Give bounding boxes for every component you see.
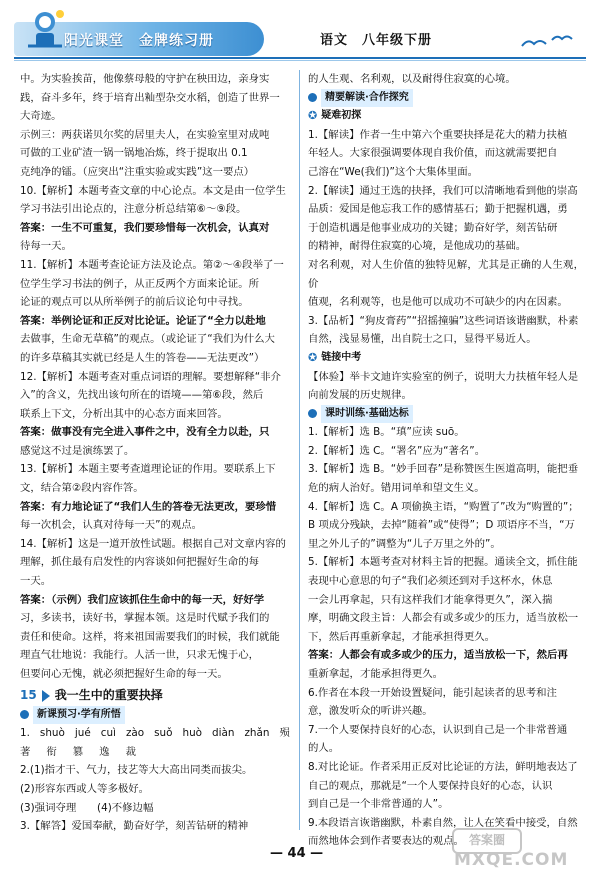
text-line: 4.【解析】选 C。A 项偷换主语，“购置了”改为“购置的”；: [308, 500, 579, 513]
q14-answer: 习，多读书，读好书，掌握本领。这是时代赋予我们的: [20, 612, 270, 625]
text-line: 到自己是一个非常普通的人”。: [308, 798, 449, 811]
text-line: 可做的工业矿渣一锅一锅地冶炼，终于提取出 0.1: [20, 147, 248, 160]
text-line: 3.【解答】爱国奉献，勤奋好学，刻苦钻研的精神: [20, 820, 249, 833]
watermark-logo: 答案圈: [452, 828, 522, 854]
pinyin-item: huò: [182, 727, 203, 740]
watermark: [452, 828, 584, 870]
pinyin-prefix: 1.: [20, 727, 30, 740]
q14-analysis: 14.【解析】这是一道开放性试题。根据自己对文章内容的: [20, 537, 286, 550]
text-line: 意，激发听众的听讲兴趣。: [308, 705, 433, 718]
text-line: 答案：人都会有或多或少的压力，适当放松一下，然后再: [308, 649, 568, 662]
text-line: 的人。: [308, 742, 340, 755]
text-line: 值观，名利观等，也是他可以成功不可缺少的内在因素。: [308, 296, 568, 309]
section-reading-label: 精要解读·合作探究: [321, 89, 413, 108]
q11-analysis: 论证的观点可以从所举例子的前后议论句中寻找。: [20, 296, 249, 309]
text-line: 于创造机遇是他事业成功的关键；勤奋好学，刻苦钻研: [308, 221, 558, 234]
pinyin-item: zào: [125, 727, 145, 740]
column-divider: [299, 70, 300, 830]
text-line: 里之外儿子的”调整为“儿子万里之外的”。: [308, 537, 501, 550]
section-question-label: 疑难初探: [321, 110, 362, 122]
pinyin-item: zhǎn: [244, 727, 270, 740]
q11-answer: 去做事，生命无草稿”的观点。（或论证了“我们为什么大: [20, 333, 275, 346]
text-line: 下，然后再重新拿起，才能承担得更久。: [308, 630, 496, 643]
header-rule-thin: [14, 60, 586, 61]
q12-analysis: 12.【解析】本题考查对重点词语的理解。要想解释“非介: [20, 370, 281, 383]
q12-analysis: 入”的含义，先找出该句所在的语境——第⑥段，然后: [20, 389, 264, 402]
text-line: 表现中心意思的句子“我们必须还到对手这杯水，休息: [308, 575, 553, 588]
lesson-heading: [20, 686, 292, 706]
pinyin-row: [20, 724, 292, 743]
q10-answer: 待每一天。: [20, 240, 72, 253]
section-reading: [308, 89, 584, 108]
q14-answer: 答案：（示例）我们应该抓住生命中的每一天，好好学: [20, 593, 265, 606]
text-line: 的精神，耐得住寂寞的心境，是他成功的基础。: [308, 240, 527, 253]
text-line: (2)形容东西或人等多极好。: [20, 782, 150, 795]
text-line: 中。为实验挨苗，他像蔡母般的守护在秧田边，亲身实: [20, 73, 270, 85]
q14-answer: 但要问心无愧，就必须把握好生命的每一天。: [20, 668, 228, 680]
text-line: 己溶在“We(我们)”这个大集体里面。: [308, 165, 479, 178]
header-rule: [14, 57, 586, 59]
right-column: [308, 70, 584, 851]
q13-analysis: 文，结合第②段内容作答。: [20, 482, 144, 495]
text-line: 示例三：两获诺贝尔奖的居里夫人，在实验室里对成吨: [20, 128, 270, 141]
text-line: 2.【解读】通过王选的抉择，我们可以清晰地看到他的崇高: [308, 184, 578, 197]
section-preview: [20, 706, 292, 725]
section-practice: [308, 405, 584, 424]
q14-analysis: 一天。: [20, 575, 52, 588]
hanzi-row: [20, 743, 292, 762]
text-line: 【体验】举卡文迪许实验室的例子，说明大力扶植年轻人是: [308, 370, 579, 383]
text-line: 向前发展的历史规律。: [308, 389, 412, 402]
subject-title: 语文 八年级下册: [320, 33, 433, 48]
star-icon: ✪: [308, 350, 318, 364]
text-line: 克纯净的镭。（应突出“注重实验或实践”这一要点）: [20, 165, 255, 178]
star-icon: ✪: [308, 109, 318, 123]
q14-answer: 理直气壮地说：我能行。人活一世，只求无愧于心，: [20, 649, 259, 662]
left-column: [20, 70, 292, 836]
text-line: 践，奋斗多年，终于培育出籼型杂交水稻，创造了世界一: [20, 91, 280, 104]
pinyin-item: diàn: [212, 727, 235, 740]
text-line: 6.作者在本段一开始设置疑问，能引起读者的思考和注: [308, 686, 557, 699]
pinyin-item: cuì: [100, 727, 116, 740]
text-line: 自然，浅显易懂，出自院士之口，显得平易近人。: [308, 333, 537, 346]
watermark-url: MXQE.COM: [454, 850, 569, 870]
text-line: 品质：爱国是他忘我工作的感情基石；勤于把握机遇，勇: [308, 203, 568, 216]
q11-answer: 的许多草稿其实就已经是人生的答卷——无法更改”）: [20, 351, 265, 364]
q13-analysis: 13.【解析】本题主要考查道理论证的作用。要联系上下: [20, 463, 276, 476]
hanzi-item: 衔: [46, 745, 59, 758]
text-line: 1.【解读】作者一生中第六个重要抉择是花大的精力扶植: [308, 128, 568, 141]
pinyin-item: jué: [74, 727, 91, 740]
text-line: 9.本段语言诙谐幽默，朴素自然，让人在笑看中接受，自然: [308, 816, 578, 829]
text-line: 自己的观点，那就是“一个人要保持良好的心态，认识: [308, 779, 553, 792]
section-link-label: 链接中考: [321, 351, 362, 363]
text-line: 一会儿再拿起，只有这样我们才能拿得更久”，深入揣: [308, 593, 553, 606]
text-line: (3)强词夺理 (4)不修边幅: [20, 801, 154, 814]
text-line: 5.【解析】本题考查对材料主旨的把握。通读全文，抓住能: [308, 556, 578, 569]
text-line: 危的病人治好。错用词单和望文生义。: [308, 482, 485, 495]
banner-title: 阳光课堂 金牌练习册: [64, 33, 214, 49]
section-preview-label: 新课预习·学有所悟: [33, 706, 125, 725]
q10-analysis: 10.【解析】本题考查文章的中心论点。本文是由一位学生: [20, 184, 286, 197]
text-line: 2.【解析】选 C。“署名”应为“著名”。: [308, 444, 486, 457]
text-line: 8.对比论证。作者采用正反对比论证的方法，鲜明地表达了: [308, 760, 578, 773]
lesson-number: 15: [20, 688, 37, 703]
page-header: [0, 0, 600, 62]
q12-analysis: 联系上下文，分析出其中的心态方面来回答。: [20, 407, 228, 420]
q13-answer: 答案：有力地论证了“我们人生的答卷无法更改，要珍惜: [20, 500, 277, 513]
text-line: 2.(1)指才干、气力，技艺等大大高出同类而拔尖。: [20, 764, 253, 777]
pinyin-item: suǒ: [154, 727, 173, 740]
lesson-title: 我一生中的重要抉择: [54, 688, 163, 703]
page-number: — 44 —: [270, 846, 324, 861]
section-question: [308, 107, 584, 126]
q11-analysis: 11.【解析】本题考查论证方法及论点。第②～④段举了一: [20, 258, 284, 271]
q11-answer: 答案：举例论证和正反对比论证。论证了“全力以赴地: [20, 314, 266, 327]
text-line: B 项成分残缺，去掉“随着”或“使得”；D 项语序不当，“万: [308, 519, 575, 532]
text-line: 对名利观，对人生价值的独特见解，尤其是正确的人生观，价: [308, 258, 584, 290]
section-link: [308, 349, 584, 368]
q12-answer: 答案：做事没有完全进入事件之中，没有全力以赴，只: [20, 426, 270, 439]
hanzi-item: 逸: [99, 745, 112, 758]
q10-analysis: 学习书法引出论点的，注意分析总结第⑥～⑨段。: [20, 203, 247, 216]
text-line: 年轻人。大家很强调要体现自我价值，而这就需要把自: [308, 147, 558, 160]
q13-answer: 每一次机会，认真对待每一天”的观点。: [20, 519, 203, 532]
text-line: 重新拿起，才能承担得更久。: [308, 668, 444, 680]
text-line: 7.一个人要保持良好的心态，认识到自己是一个非常普通: [308, 723, 568, 736]
section-practice-label: 课时训练·基础达标: [321, 405, 413, 424]
flying-birds-icon: [520, 32, 580, 54]
pinyin-item: 殒: [279, 727, 290, 740]
q14-analysis: 理解，抓住最有启发性的内容谈如何把握好生命的每: [20, 556, 259, 569]
text-line: 3.【品析】“狗皮膏药”“招摇撞骗”这些词语该谐幽默，朴素: [308, 314, 579, 327]
hanzi-item: 裁: [125, 745, 138, 758]
bullet-icon: [308, 93, 317, 102]
pinyin-item: shuò: [39, 727, 65, 740]
text-line: 3.【解析】选 B。“妙手回春”是称赞医生医道高明，能把垂: [308, 463, 579, 476]
triangle-icon: [42, 690, 50, 702]
q14-answer: 责任和使命。这样，将来祖国需要我们的时候，我们就能: [20, 630, 280, 643]
bullet-icon: [308, 409, 317, 418]
text-line: 大奇迹。: [20, 110, 62, 123]
text-line: 而然地体会到作者要表达的观点。: [308, 835, 464, 848]
cartoon-student-logo-icon: [22, 6, 68, 52]
text-line: 1.【解析】选 B。“瑱”应读 suō。: [308, 426, 465, 439]
hanzi-item: 篡: [72, 745, 86, 758]
text-line: 摩，明确文段主旨：人都会有或多或少的压力，适当放松一: [308, 612, 579, 625]
hanzi-item: 著: [20, 745, 33, 758]
q10-answer: 答案：一生不可重复，我们要珍惜每一次机会，认真对: [20, 221, 270, 234]
bullet-icon: [20, 710, 29, 719]
text-line: 的人生观、名利观，以及耐得住寂寞的心境。: [308, 73, 516, 85]
q11-analysis: 位学生学习书法的例子，从正反两个方面来论证。所: [20, 277, 259, 290]
q12-answer: 感觉这不过是演练罢了。: [20, 444, 135, 457]
